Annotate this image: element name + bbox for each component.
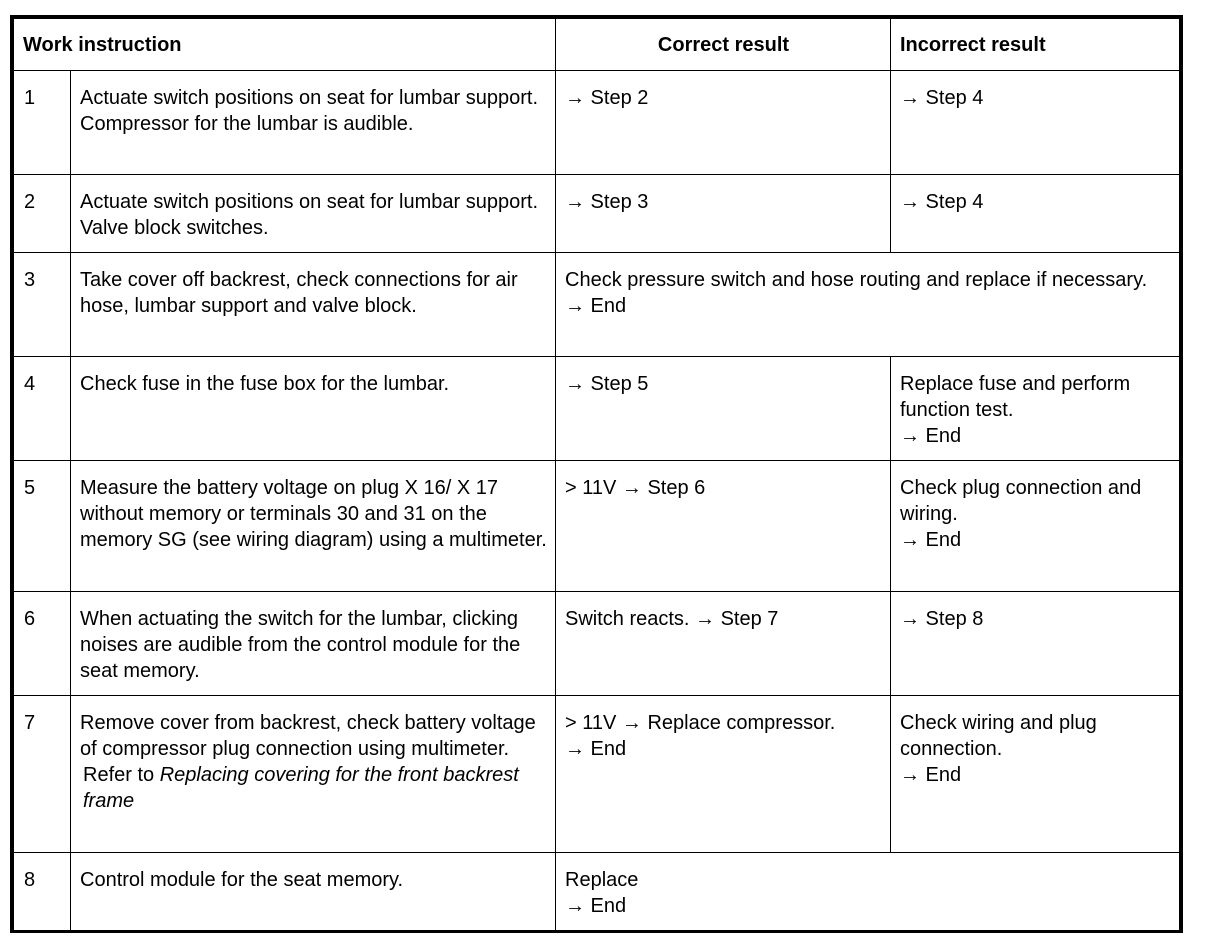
table-header-row bbox=[14, 19, 1180, 71]
instruction-cell: Actuate switch positions on seat for lumbar support. Valve block switches. bbox=[71, 175, 556, 253]
step-number: 7 bbox=[14, 696, 71, 853]
step-number: 5 bbox=[14, 461, 71, 592]
instruction-cell: Take cover off backrest, check connections for air hose, lumbar support and valve block. bbox=[71, 253, 556, 357]
correct-result-cell: → Step 5 bbox=[556, 357, 891, 461]
incorrect-result-cell: → Step 4 bbox=[891, 175, 1180, 253]
correct-result-cell: > 11V → Step 6 bbox=[556, 461, 891, 592]
result-text: Check plug connection and wiring. bbox=[900, 477, 1142, 525]
table-row bbox=[14, 461, 1180, 592]
incorrect-result-cell bbox=[891, 461, 1180, 592]
table-row bbox=[14, 853, 1180, 933]
incorrect-result-cell bbox=[891, 357, 1180, 461]
header-work-instruction: Work instruction bbox=[14, 19, 556, 71]
result-end: → End bbox=[900, 764, 962, 786]
instruction-cell: Measure the battery voltage on plug X 16/ X 17 without memory or terminals 30 and 31 on the memory SG (see wiring diagram) using a multimeter. bbox=[71, 461, 556, 592]
result-end: → End bbox=[565, 895, 627, 917]
instruction-text: Remove cover from backrest, check battery voltage of compressor plug connection using multimeter. bbox=[80, 712, 536, 760]
result-end: → End bbox=[900, 529, 962, 551]
correct-result-cell: → Step 2 bbox=[556, 71, 891, 175]
work-instruction-table-frame bbox=[10, 15, 1183, 933]
reference-line bbox=[80, 762, 547, 814]
incorrect-result-cell: → Step 8 bbox=[891, 592, 1180, 696]
instruction-cell: Actuate switch positions on seat for lumbar support. Compressor for the lumbar is audible. bbox=[71, 71, 556, 175]
instruction-cell: Check fuse in the fuse box for the lumbar. bbox=[71, 357, 556, 461]
result-text: Replace bbox=[565, 869, 639, 891]
table-row bbox=[14, 175, 1180, 253]
table-row bbox=[14, 592, 1180, 696]
table-row bbox=[14, 253, 1180, 357]
instruction-cell: Control module for the seat memory. bbox=[71, 853, 556, 933]
incorrect-result-cell: → Step 4 bbox=[891, 71, 1180, 175]
work-instruction-table bbox=[13, 18, 1180, 933]
result-end: → End bbox=[565, 295, 627, 317]
result-end: → End bbox=[565, 738, 627, 760]
result-text: Check pressure switch and hose routing and replace if necessary. bbox=[565, 269, 1148, 291]
table-row bbox=[14, 71, 1180, 175]
instruction-cell: When actuating the switch for the lumbar, clicking noises are audible from the control module for the seat memory. bbox=[71, 592, 556, 696]
result-text: Check wiring and plug connection. bbox=[900, 712, 1097, 760]
incorrect-result-cell bbox=[891, 696, 1180, 853]
table-row bbox=[14, 696, 1180, 853]
correct-result-cell: → Step 3 bbox=[556, 175, 891, 253]
table-row bbox=[14, 357, 1180, 461]
header-correct-result: Correct result bbox=[556, 19, 891, 71]
combined-result-cell bbox=[556, 253, 1180, 357]
step-number: 4 bbox=[14, 357, 71, 461]
step-number: 6 bbox=[14, 592, 71, 696]
result-end: → End bbox=[900, 425, 962, 447]
reference-link[interactable]: Replacing covering for the front backrest frame bbox=[83, 764, 519, 812]
correct-result-cell: Switch reacts. → Step 7 bbox=[556, 592, 891, 696]
combined-result-cell bbox=[556, 853, 1180, 933]
reference-prefix: Refer to bbox=[83, 764, 155, 786]
header-incorrect-result: Incorrect result bbox=[891, 19, 1180, 71]
step-number: 8 bbox=[14, 853, 71, 933]
step-number: 3 bbox=[14, 253, 71, 357]
result-text: > 11V → Replace compressor. bbox=[565, 712, 836, 734]
result-text: Replace fuse and perform function test. bbox=[900, 373, 1131, 421]
correct-result-cell bbox=[556, 696, 891, 853]
step-number: 2 bbox=[14, 175, 71, 253]
step-number: 1 bbox=[14, 71, 71, 175]
instruction-cell bbox=[71, 696, 556, 853]
